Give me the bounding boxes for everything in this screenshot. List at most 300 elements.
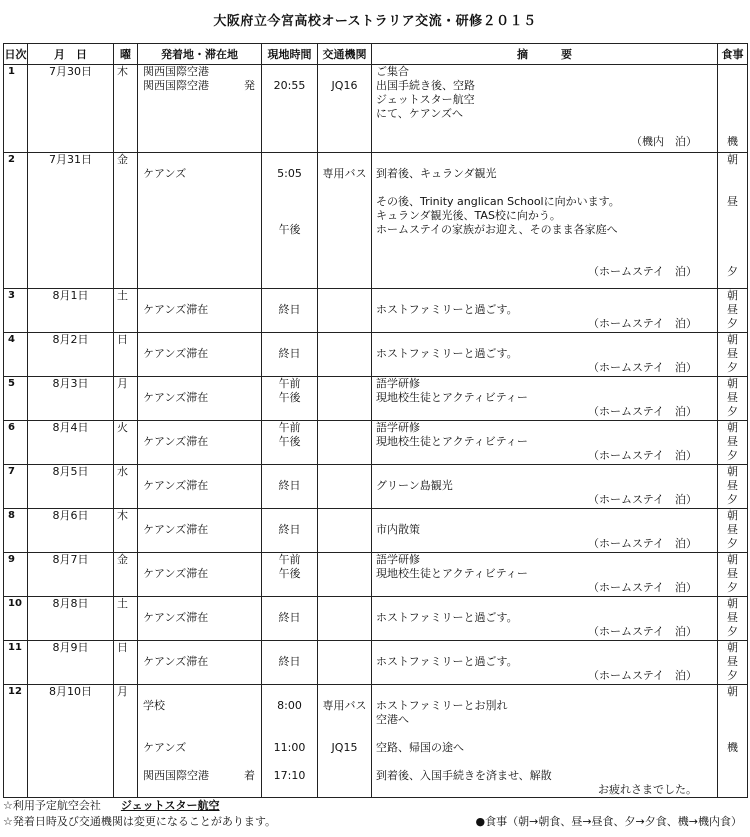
- meal: 昼: [727, 391, 738, 404]
- itinerary-row: [4, 377, 748, 421]
- weekday: 金: [117, 553, 128, 566]
- location-suffix: 発: [244, 79, 255, 92]
- location-line: [143, 181, 261, 195]
- meal: 昼: [727, 347, 738, 360]
- local-time: 午後: [278, 567, 301, 580]
- local-time: 午後: [278, 391, 301, 404]
- weekday-cell: [114, 65, 138, 153]
- day-number: 1: [8, 66, 15, 77]
- meal: 夕: [727, 537, 738, 550]
- meal: 朝: [727, 377, 738, 390]
- meal: [718, 713, 747, 727]
- summary-line: ホストファミリーと過ごす。: [376, 655, 518, 668]
- summary-line: 到着後、キュランダ観光: [376, 167, 497, 180]
- meal: [718, 209, 747, 223]
- weekday-cell: [114, 597, 138, 641]
- transport: [318, 237, 371, 251]
- location-line: [143, 167, 261, 181]
- location-line: [143, 377, 261, 391]
- date-cell: [28, 289, 114, 333]
- location-line: [143, 523, 261, 537]
- meal: [718, 107, 747, 121]
- local-time-cell: [262, 421, 318, 465]
- local-time: [262, 509, 317, 523]
- meals-cell: [718, 421, 748, 465]
- itinerary-row: [4, 333, 748, 377]
- location-suffix: 着: [244, 769, 255, 782]
- location-line: [143, 567, 261, 581]
- date: 8月1日: [52, 289, 89, 302]
- date-cell: [28, 65, 114, 153]
- transport: [318, 195, 371, 209]
- summary-line: [376, 121, 717, 135]
- meal: [718, 181, 747, 195]
- summary-line: 市内散策: [376, 523, 420, 536]
- location-cell: [138, 509, 262, 553]
- location-cell: [138, 65, 262, 153]
- weekday-cell: [114, 421, 138, 465]
- summary-line: 現地校生徒とアクティビティー: [376, 391, 528, 404]
- meal: 昼: [727, 303, 738, 316]
- local-time: [262, 153, 317, 167]
- meal: 夕: [727, 669, 738, 682]
- local-time: 終日: [278, 523, 301, 536]
- meals-cell: [718, 377, 748, 421]
- local-time: 8:00: [277, 699, 302, 712]
- transport-cell: [318, 421, 372, 465]
- location-line: [143, 465, 261, 479]
- location-line: [143, 347, 261, 361]
- location-line: [143, 611, 261, 625]
- date: 8月2日: [52, 333, 89, 346]
- day-number-cell: [4, 289, 28, 333]
- summary-line: [376, 289, 717, 303]
- local-time-cell: [262, 153, 318, 289]
- location-cell: [138, 641, 262, 685]
- summary-line: [376, 237, 717, 251]
- local-time-cell: [262, 377, 318, 421]
- location-name: ケアンズ滞在: [143, 303, 209, 316]
- day-number-cell: [4, 421, 28, 465]
- transport-cell: [318, 289, 372, 333]
- itinerary-row: [4, 553, 748, 597]
- weekday: 土: [117, 597, 128, 610]
- location-line: [143, 699, 261, 713]
- local-time: 午前: [278, 421, 301, 434]
- local-time-cell: [262, 641, 318, 685]
- location-line: [143, 435, 261, 449]
- day-number-cell: [4, 153, 28, 289]
- meals-cell: [718, 685, 748, 798]
- local-time: [262, 237, 317, 251]
- summary-line: [376, 153, 717, 167]
- local-time: [262, 597, 317, 611]
- meal: [718, 237, 747, 251]
- summary-cell: [372, 509, 718, 553]
- summary-line: [376, 755, 717, 769]
- day-number-cell: [4, 465, 28, 509]
- meal: [718, 783, 747, 797]
- meal: [718, 699, 747, 713]
- weekday: 日: [117, 641, 128, 654]
- weekday: 月: [117, 685, 128, 698]
- local-time: [262, 251, 317, 265]
- location-line: [143, 553, 261, 567]
- weekday-cell: [114, 153, 138, 289]
- summary-line: 現地校生徒とアクティビティー: [376, 435, 528, 448]
- weekday-cell: [114, 553, 138, 597]
- local-time: 20:55: [273, 79, 306, 92]
- meal: 朝: [727, 553, 738, 566]
- weekday: 金: [117, 153, 128, 166]
- date: 8月10日: [49, 685, 92, 698]
- date: 7月31日: [49, 153, 92, 166]
- summary-line: その後、Trinity anglican Schoolに向かいます。: [376, 195, 620, 208]
- weekday: 土: [117, 289, 128, 302]
- day-number: 8: [8, 510, 15, 521]
- header-transport: 交通機関: [318, 44, 372, 65]
- transport: 専用バス: [322, 167, 367, 180]
- summary-line: [376, 727, 717, 741]
- airline-note: [3, 797, 220, 813]
- transport: [318, 223, 371, 237]
- day-number: 4: [8, 334, 15, 345]
- date: 8月7日: [52, 553, 89, 566]
- airline-label: ☆利用予定航空会社: [3, 799, 101, 812]
- meals-cell: [718, 65, 748, 153]
- date-cell: [28, 641, 114, 685]
- location-cell: [138, 153, 262, 289]
- local-time: [262, 93, 317, 107]
- location-name: 関西国際空港: [143, 769, 209, 782]
- location-line: [143, 79, 261, 93]
- summary-cell: [372, 65, 718, 153]
- meals-cell: [718, 289, 748, 333]
- date: 8月6日: [52, 509, 89, 522]
- location-line: [143, 655, 261, 669]
- transport: [318, 421, 371, 435]
- overnight-stay: （ホームステイ 泊）: [587, 317, 697, 330]
- location-name: ケアンズ滞在: [143, 523, 209, 536]
- meal: 朝: [727, 153, 738, 166]
- weekday: 日: [117, 333, 128, 346]
- itinerary-row: [4, 465, 748, 509]
- location-line: [143, 741, 261, 755]
- weekday-cell: [114, 289, 138, 333]
- overnight-stay: （ホームステイ 泊）: [587, 537, 697, 550]
- local-time: 5:05: [277, 167, 302, 180]
- transport-cell: [318, 509, 372, 553]
- day-number-cell: [4, 333, 28, 377]
- local-time: 終日: [278, 655, 301, 668]
- location-name: ケアンズ: [143, 167, 187, 180]
- transport: [318, 289, 371, 303]
- summary-cell: [372, 465, 718, 509]
- location-line: [143, 121, 261, 135]
- transport: [318, 727, 371, 741]
- date: 8月9日: [52, 641, 89, 654]
- weekday: 木: [117, 509, 128, 522]
- day-number-cell: [4, 685, 28, 798]
- summary-line: ジェットスター航空: [376, 93, 475, 106]
- meal: [718, 251, 747, 265]
- weekday-cell: [114, 333, 138, 377]
- summary-line: ホストファミリーと過ごす。: [376, 347, 518, 360]
- table-header-row: [4, 44, 748, 65]
- location-line: [143, 597, 261, 611]
- location-name: ケアンズ滞在: [143, 479, 209, 492]
- local-time: 終日: [278, 479, 301, 492]
- summary-line: ホストファミリーと過ごす。: [376, 611, 518, 624]
- location-cell: [138, 377, 262, 421]
- meals-cell: [718, 597, 748, 641]
- location-line: [143, 237, 261, 251]
- local-time: 午前: [278, 377, 301, 390]
- summary-line: にて、ケアンズへ: [376, 107, 464, 120]
- transport: [318, 755, 371, 769]
- local-time: [262, 641, 317, 655]
- location-cell: [138, 465, 262, 509]
- meal: 朝: [727, 289, 738, 302]
- local-time: [262, 181, 317, 195]
- summary-line: ご集合: [376, 65, 409, 78]
- transport-cell: [318, 685, 372, 798]
- local-time: [262, 289, 317, 303]
- day-number: 5: [8, 378, 15, 389]
- meal: 朝: [727, 421, 738, 434]
- weekday: 火: [117, 421, 128, 434]
- meal: [718, 755, 747, 769]
- local-time: 午後: [278, 435, 301, 448]
- location-line: [143, 769, 261, 783]
- itinerary-table: [3, 43, 748, 798]
- summary-line: [376, 641, 717, 655]
- transport: [318, 479, 371, 493]
- summary-cell: [372, 333, 718, 377]
- meal: 朝: [727, 465, 738, 478]
- summary-line: 到着後、入国手続きを済ませ、解散: [376, 769, 552, 782]
- transport: [318, 93, 371, 107]
- transport-cell: [318, 333, 372, 377]
- day-number-cell: [4, 553, 28, 597]
- transport: [318, 107, 371, 121]
- summary-cell: [372, 421, 718, 465]
- summary-cell: [372, 289, 718, 333]
- summary-cell: [372, 377, 718, 421]
- meals-cell: [718, 641, 748, 685]
- summary-line: [376, 465, 717, 479]
- header-location: 発着地・滞在地: [138, 44, 262, 65]
- local-time: [262, 333, 317, 347]
- meal: 夕: [727, 317, 738, 330]
- meals-cell: [718, 465, 748, 509]
- local-time: [262, 107, 317, 121]
- location-name: 学校: [143, 699, 165, 712]
- transport-cell: [318, 597, 372, 641]
- local-time: 午後: [278, 223, 301, 236]
- meal: [718, 121, 747, 135]
- overnight-stay: （ホームステイ 泊）: [587, 625, 697, 638]
- transport: [318, 333, 371, 347]
- header-date: 月 日: [28, 44, 114, 65]
- meal: 昼: [727, 479, 738, 492]
- meal: [718, 65, 747, 79]
- summary-line: 現地校生徒とアクティビティー: [376, 567, 528, 580]
- local-time: [262, 65, 317, 79]
- location-line: [143, 333, 261, 347]
- day-number: 9: [8, 554, 15, 565]
- transport: [318, 465, 371, 479]
- overnight-stay: （ホームステイ 泊）: [587, 449, 697, 462]
- meal: 夕: [727, 581, 738, 594]
- location-line: [143, 641, 261, 655]
- meal: 朝: [727, 333, 738, 346]
- change-note: ☆発着日時及び交通機関は変更になることがあります。: [3, 815, 276, 828]
- location-name: ケアンズ滞在: [143, 435, 209, 448]
- transport: [318, 509, 371, 523]
- date: 8月8日: [52, 597, 89, 610]
- transport-cell: [318, 553, 372, 597]
- day-number: 3: [8, 290, 15, 301]
- location-cell: [138, 685, 262, 798]
- airline-name: ジェットスター航空: [120, 799, 220, 812]
- location-line: [143, 195, 261, 209]
- date: 8月4日: [52, 421, 89, 434]
- location-cell: [138, 421, 262, 465]
- location-cell: [138, 597, 262, 641]
- meal: [718, 769, 747, 783]
- itinerary-row: [4, 641, 748, 685]
- date-cell: [28, 333, 114, 377]
- transport: [318, 553, 371, 567]
- transport-cell: [318, 465, 372, 509]
- day-number-cell: [4, 597, 28, 641]
- location-line: [143, 93, 261, 107]
- overnight-stay: （ホームステイ 泊）: [587, 265, 697, 278]
- header-meals: 食事: [718, 44, 748, 65]
- location-line: [143, 251, 261, 265]
- local-time: 終日: [278, 303, 301, 316]
- meal: 昼: [727, 523, 738, 536]
- summary-line: ホストファミリーとお別れ: [376, 699, 508, 712]
- meals-cell: [718, 509, 748, 553]
- meal: 夕: [727, 265, 738, 278]
- local-time-cell: [262, 333, 318, 377]
- location-name: ケアンズ滞在: [143, 391, 209, 404]
- day-number: 2: [8, 154, 15, 165]
- local-time-cell: [262, 509, 318, 553]
- summary-cell: [372, 641, 718, 685]
- meal: [718, 93, 747, 107]
- overnight-stay: （ホームステイ 泊）: [587, 581, 697, 594]
- meal: 夕: [727, 449, 738, 462]
- local-time: [262, 685, 317, 699]
- local-time: [262, 121, 317, 135]
- date-cell: [28, 153, 114, 289]
- location-line: [143, 713, 261, 727]
- summary-line: [376, 597, 717, 611]
- day-number-cell: [4, 377, 28, 421]
- transport-cell: [318, 65, 372, 153]
- summary-line: ホームステイの家族がお迎え、そのまま各家庭へ: [376, 223, 618, 236]
- location-line: [143, 107, 261, 121]
- day-number: 10: [8, 598, 22, 609]
- weekday-cell: [114, 465, 138, 509]
- date-cell: [28, 685, 114, 798]
- transport: [318, 685, 371, 699]
- day-number: 7: [8, 466, 15, 477]
- header-weekday: 曜: [114, 44, 138, 65]
- date: 8月5日: [52, 465, 89, 478]
- meal: 夕: [727, 493, 738, 506]
- meals-cell: [718, 553, 748, 597]
- weekday-cell: [114, 509, 138, 553]
- meal-legend: ●食事（朝→朝食、昼→昼食、夕→夕食、機→機内食）: [475, 815, 742, 828]
- date: 8月3日: [52, 377, 89, 390]
- weekday-cell: [114, 641, 138, 685]
- location-cell: [138, 289, 262, 333]
- local-time: 終日: [278, 347, 301, 360]
- transport-cell: [318, 377, 372, 421]
- weekday: 月: [117, 377, 128, 390]
- date: 7月30日: [49, 65, 92, 78]
- location-line: [143, 289, 261, 303]
- local-time: [262, 755, 317, 769]
- transport: [318, 597, 371, 611]
- overnight-stay: （ホームステイ 泊）: [587, 493, 697, 506]
- location-name: ケアンズ滞在: [143, 611, 209, 624]
- location-name: ケアンズ滞在: [143, 347, 209, 360]
- transport: [318, 303, 371, 317]
- summary-cell: [372, 597, 718, 641]
- summary-line: グリーン島観光: [376, 479, 453, 492]
- local-time-cell: [262, 465, 318, 509]
- header-day-number: 日次: [4, 44, 28, 65]
- local-time: [262, 209, 317, 223]
- meal: 朝: [727, 685, 738, 698]
- meal: [718, 223, 747, 237]
- transport: [318, 769, 371, 783]
- itinerary-row: [4, 289, 748, 333]
- summary-cell: [372, 153, 718, 289]
- day-number: 11: [8, 642, 22, 653]
- summary-line: [376, 181, 717, 195]
- transport: [318, 347, 371, 361]
- meal: [718, 727, 747, 741]
- location-line: [143, 209, 261, 223]
- local-time: [262, 713, 317, 727]
- local-time-cell: [262, 685, 318, 798]
- location-cell: [138, 553, 262, 597]
- itinerary-row: [4, 597, 748, 641]
- transport: [318, 251, 371, 265]
- location-line: [143, 421, 261, 435]
- local-time-cell: [262, 553, 318, 597]
- local-time: 午前: [278, 553, 301, 566]
- summary-line: [376, 251, 717, 265]
- day-number: 6: [8, 422, 15, 433]
- local-time: [262, 195, 317, 209]
- overnight-stay: （機内 泊）: [631, 135, 697, 148]
- local-time-cell: [262, 597, 318, 641]
- location-line: [143, 391, 261, 405]
- meal: 機: [727, 135, 738, 148]
- itinerary-row: [4, 153, 748, 289]
- summary-line: 出国手続き後、空路: [376, 79, 475, 92]
- local-time: [262, 727, 317, 741]
- location-name: ケアンズ: [143, 741, 187, 754]
- day-number: 12: [8, 686, 22, 697]
